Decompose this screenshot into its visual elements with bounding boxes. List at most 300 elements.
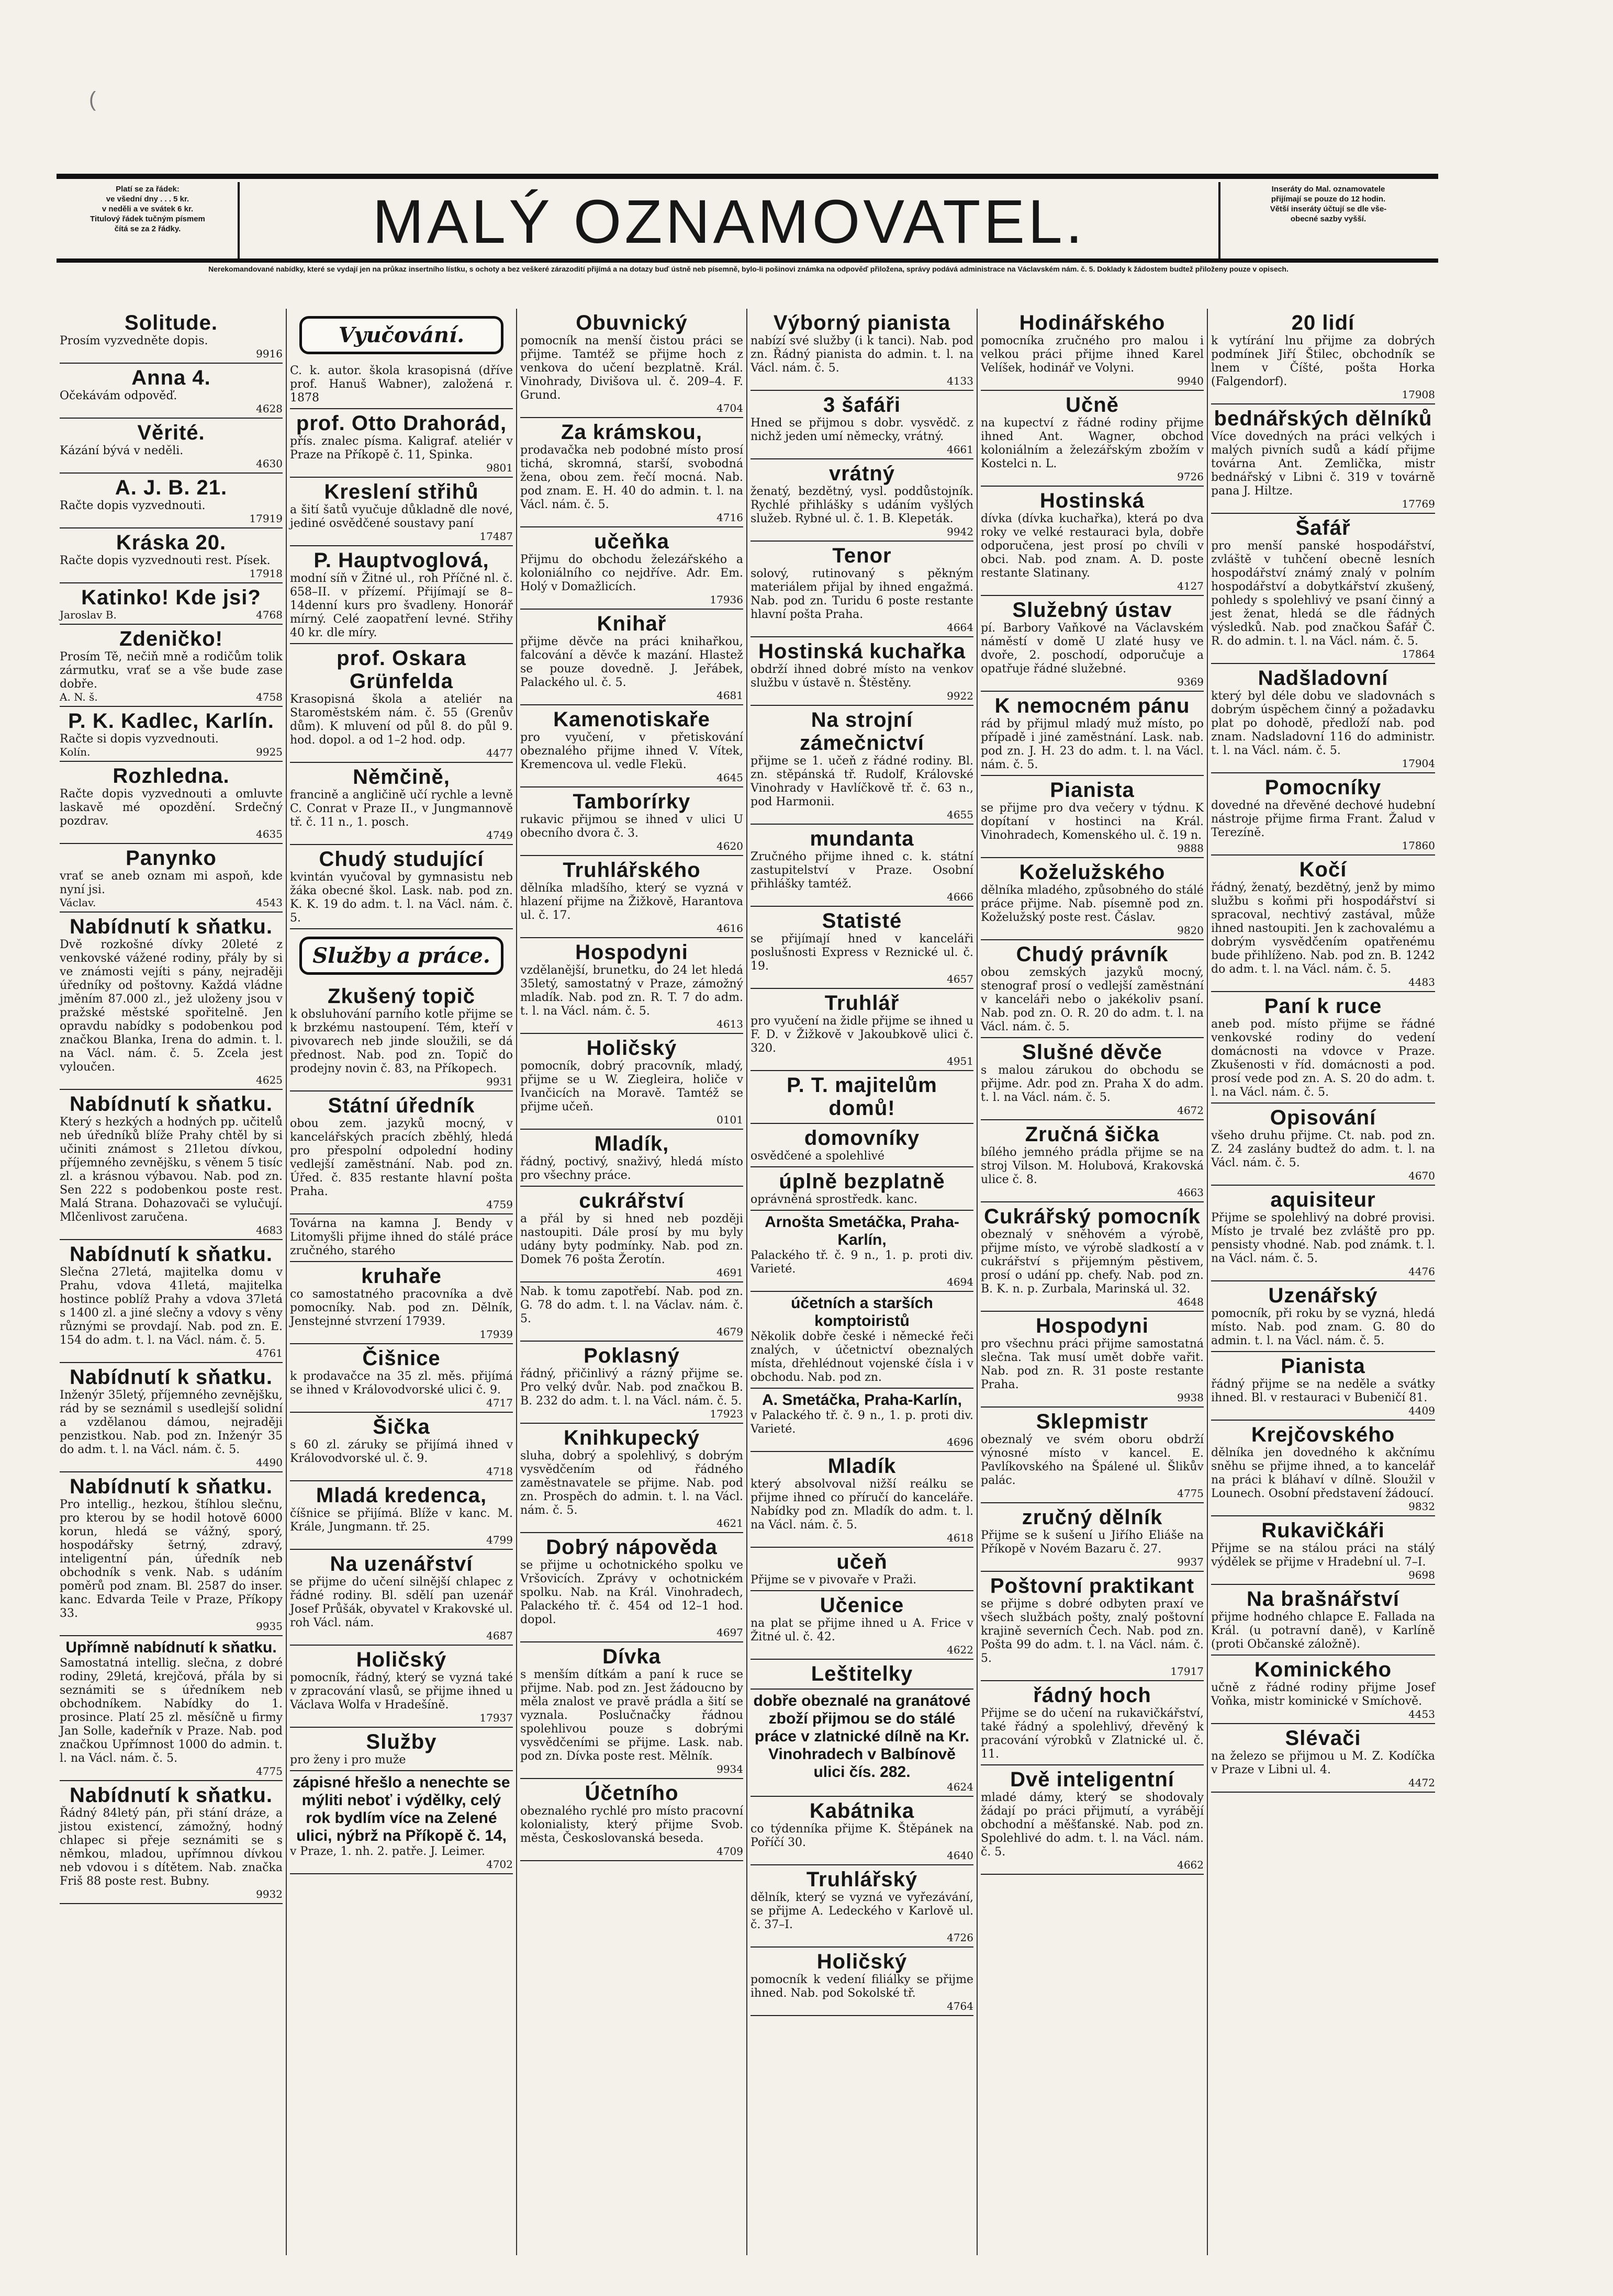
ad-code: 4761 xyxy=(256,1347,283,1359)
ad-footer xyxy=(751,891,973,903)
ad-text: modní síň v Žitné ul., roh Příčné nl. č. 658–II. v přízemí. Přijímají se 8–14denní kurs pro švadleny. Honorář mírný. Celé zaopatření levné. Střihy 40 kr. dle míry. xyxy=(290,572,513,639)
ad-headline: Zručná šička xyxy=(1025,1123,1160,1146)
ad-headline: Služby xyxy=(366,1730,437,1753)
classified-ad xyxy=(751,1797,973,1865)
ad-text: dělník, který se vyzná ve vyřezávání, se přijme A. Ledeckého v Karlově ul. č. 37–I. xyxy=(751,1891,973,1931)
ad-code: 4687 xyxy=(486,1629,513,1642)
ad-column-4 xyxy=(747,309,978,2255)
ad-headline: Na brašnářství xyxy=(1247,1588,1399,1611)
ad-code: 4628 xyxy=(256,402,283,415)
deadline-box xyxy=(1229,179,1428,264)
ad-headline: Zkušený topič xyxy=(328,985,475,1008)
ad-text: s malou zárukou do obchodu se přijme. Adr. pod zn. Praha X do adm. t. l. na Václ. nám. č. 5. xyxy=(981,1064,1204,1104)
ad-text: a přál by si hned neb později nastoupiti. Dále prosí by mu byly udány byty podmínky. Nab. pod zn. Domek 76 pošta Žerotín. xyxy=(520,1212,743,1266)
ad-text: prodavačka neb podobné místo prosí tichá, skromná, starší, svobodná žena, obou zem. řečí mocná. Nab. pod znam. E. H. 40 do admin. t. l. na Václ. nám. č. 5. xyxy=(520,444,743,511)
ad-code: 4666 xyxy=(947,891,973,903)
rates-box xyxy=(69,179,226,264)
ad-headline: Poštovní praktikant xyxy=(990,1574,1195,1597)
ad-text: k obsluhování parního kotle přijme se k brzkému nastoupení. Tém, kteří v pivovarech neb jinde sloužili, se dá přednost. Nab. pod zn. Topič do prodejny novin č. 83, na Příkopech. xyxy=(290,1008,513,1075)
ad-code: 17937 xyxy=(479,1712,513,1724)
ad-footer xyxy=(981,1105,1204,1116)
ad-text: dívka (dívka kuchařka), která po dva roky ve velké restauraci byla, dobře odporučena, jest prosí po chvíli v obci. Nab. pod znam. A. D. poste restante Slatinany. xyxy=(981,512,1204,580)
ad-headline: Kráska 20. xyxy=(116,531,227,554)
ad-footer xyxy=(520,1845,743,1857)
ad-footer xyxy=(1211,648,1435,660)
ad-text: dovedné na dřevěné dechové hudební nástroje přijme firma Frant. Žalud v Terezíně. xyxy=(1211,799,1435,839)
ad-footer xyxy=(981,1859,1204,1871)
ad-signature: Václav. xyxy=(60,896,96,909)
classified-ad xyxy=(981,1681,1204,1765)
ad-code: 9940 xyxy=(1177,375,1204,387)
ad-text: obeznalý ve svém oboru obdrží výnosné místo v kancel. E. Pavlíkovského na Špálené ul. Šlikův palác. xyxy=(981,1433,1204,1487)
ad-headline: 20 lidí xyxy=(1291,311,1355,334)
classified-ad xyxy=(520,705,743,787)
classified-ad xyxy=(1211,404,1435,514)
ad-code: 9942 xyxy=(947,525,973,538)
ad-footer xyxy=(520,690,743,701)
ad-text: Samostatná intellig. slečna, z dobré rodiny, 29letá, krejčová, přála by si seznámiti se s úředníkem neb obchodníkem. Nabídky do 1. prosince. Platí 25 zl. měsíčně u firmy Jan Solle, kadeřník v Praze. Nab. pod značkou Upřímnost 1000 do admin. t. l. na Václ. nám. č. 5. xyxy=(60,1657,283,1765)
ad-text: francině a angličině učí rychle a levně C. Conrat v Praze II., v Jungmannově tř. č. 11 n., 1. posch. xyxy=(290,789,513,829)
ad-headline: Truhlářského xyxy=(563,859,701,882)
ad-code: 17908 xyxy=(1402,388,1435,401)
ad-headline: Zdeničko! xyxy=(119,627,223,650)
ad-headline: Katinko! Kde jsi? xyxy=(81,586,261,609)
ad-headline: Kominického xyxy=(1254,1658,1392,1681)
section-heading: Vyučování. xyxy=(299,316,503,354)
classified-ad xyxy=(520,1533,743,1642)
ad-text: Pro intellig., hezkou, štíhlou slečnu, pro kterou by se hodil hotově 6000 korun, hledá se vážný, sporý, hospodářsky šetrný, zdravý, inteligentní pán, úředník neb obchodník s venk. Nab. s udáním poměrů pod znam. Bl. 2587 do inser. kanc. Edvarda Teile v Praze, Příkopy 33. xyxy=(60,1498,283,1620)
ad-headline: Kabátnika xyxy=(809,1799,915,1822)
ad-text: co samostatného pracovníka a dvě pomocníky. Nab. pod zn. Dělník, Jenstejnné stvrzení 17939. xyxy=(290,1288,513,1328)
classified-ad xyxy=(60,707,283,762)
ad-code: 17918 xyxy=(249,567,283,580)
classified-ad xyxy=(981,858,1204,940)
ad-code: 9916 xyxy=(256,347,283,360)
classified-ad xyxy=(1211,773,1435,856)
ad-footer xyxy=(60,1765,283,1777)
ad-column-1 xyxy=(57,309,287,2255)
classified-ad xyxy=(60,583,283,625)
classified-ad xyxy=(290,845,513,929)
ad-footer xyxy=(751,526,973,537)
ad-code: 4799 xyxy=(486,1534,513,1546)
ad-code: 9726 xyxy=(1177,470,1204,483)
ad-code: 4704 xyxy=(716,402,743,414)
ad-code: 4717 xyxy=(486,1397,513,1409)
ad-headline: účetních a starších komptoiristů xyxy=(791,1295,933,1330)
ad-footer xyxy=(60,609,283,621)
ad-footer xyxy=(60,691,283,703)
ad-text: osvědčené a spolehlivé xyxy=(751,1150,885,1163)
ad-text: Přijmu do obchodu železářského a koloniálního co nejdříve. Adr. Em. Holý v Domažlicích. xyxy=(520,553,743,593)
ad-text: obou zemských jazyků mocný, stenograf prosí o vedlejší zaměstnání v kanceláři nebo o jakékoliv psaní. Nab. pod zn. O. R. 20 do adm. t. l. na Václ. nám. č. 5. xyxy=(981,966,1204,1033)
deadline-line: obecné sazby vyšší. xyxy=(1290,215,1366,223)
classified-ad xyxy=(290,1550,513,1646)
ad-headline: Pianista xyxy=(1281,1355,1365,1378)
ad-code: 17860 xyxy=(1402,839,1435,852)
ad-text: Račte dopis vyzvednouti a omluvte laskavě mé opozdění. Srdečný pozdrav. xyxy=(60,787,283,828)
ad-footer xyxy=(290,1397,513,1409)
ad-headline: Služebný ústav xyxy=(1012,599,1172,622)
ad-headline: Za krámskou, xyxy=(561,421,702,444)
classified-ad xyxy=(751,1660,973,1690)
ad-text: přís. znalec písma. Kaligraf. ateliér v Praze na Příkopě č. 11, Spinka. xyxy=(290,435,513,462)
ad-text: Račte dopis vyzvednouti rest. Písek. xyxy=(60,554,271,567)
ad-text: v Praze, 1. nh. 2. patře. J. Leimer. xyxy=(290,1845,486,1858)
classified-ad xyxy=(981,1765,1204,1875)
ad-footer xyxy=(60,458,283,469)
page-margin-mark: ( xyxy=(89,88,96,111)
ad-headline: Krejčovského xyxy=(1251,1423,1395,1446)
ad-headline: Mladík xyxy=(827,1455,897,1478)
ad-text: k vytírání lnu přijme za dobrých podmínek Jiří Štilec, obchodník se lnem v Číšté, pošta Horka (Falgendorf). xyxy=(1211,334,1435,388)
ad-headline: Kamenotiskaře xyxy=(553,708,710,731)
classified-ad xyxy=(520,1342,743,1424)
ad-text: se přijme do učení silnější chlapec z řádné rodiny. Bl. sdělí pan uzenář Josef Průšák, obyvatel v Krakovské ul. roh Václ. nám. xyxy=(290,1575,513,1629)
ad-headline: Výborný pianista xyxy=(773,311,951,334)
ad-headline: aquisiteur xyxy=(1270,1188,1376,1211)
classified-ad xyxy=(751,1452,973,1548)
ad-code: 4775 xyxy=(1177,1487,1204,1500)
classified-ad xyxy=(290,644,513,763)
ad-headline: vrátný xyxy=(828,462,895,485)
ad-footer xyxy=(751,444,973,455)
ad-footer xyxy=(290,1859,513,1870)
ad-footer xyxy=(60,513,283,524)
classified-ad xyxy=(1211,309,1435,404)
ad-code: 4951 xyxy=(947,1055,973,1067)
ad-text: Dvě rozkošné dívky 20leté z venkovské vážené rodiny, přály by si ve známosti vejíti s pány, nejraději úředníky od poštovny. Každá vládne jměním 87.000 zl., jež uloženy jsou v pražské městské spořitelně. Jen opravdu nabídky s podobenkou pod značkou Blanka, Irena do admin. t. l. na Václ. nám. č. 5. Zcela jest vyloučen. xyxy=(60,938,283,1074)
ad-text: na plat se přijme ihned u A. Frice v Žitné ul. č. 42. xyxy=(751,1617,973,1644)
ad-footer xyxy=(520,922,743,934)
ad-text: Hned se přijmou s dobr. vysvědč. z nichž jeden umí německy, vrátný. xyxy=(751,417,973,443)
ad-code: 4622 xyxy=(947,1644,973,1656)
ad-code: 4624 xyxy=(947,1781,973,1793)
ad-footer xyxy=(751,375,973,387)
ad-footer xyxy=(1211,1170,1435,1181)
ad-text: vrať se aneb oznam mi aspoň, kde nyní jsi. xyxy=(60,870,283,896)
ad-footer xyxy=(520,1517,743,1529)
ad-footer xyxy=(1211,1501,1435,1512)
classified-ad xyxy=(290,362,513,409)
classified-ad xyxy=(290,982,513,1091)
ad-footer xyxy=(981,925,1204,936)
ad-text: Kázání bývá v neděli. xyxy=(60,444,184,457)
ad-code: 4759 xyxy=(486,1198,513,1211)
ad-text: ženatý, bezdětný, vysl. poddůstojník. Rychlé přihlášky s udáním vyšlých služeb. Rybné ul. č. 1. B. Klepeták. xyxy=(751,485,973,525)
ad-text: aneb pod. místo přijme se řádné venkovské rodiny do vedení domácnosti na vdovce v Praze. Zkušenosti v říd. domácnosti a pod. prosí vede pod zn. A. S. 20 do adm. t. l. na Václ. nám. č. 5. xyxy=(1211,1018,1435,1099)
ad-footer xyxy=(751,690,973,702)
masthead xyxy=(57,174,1438,263)
ad-headline: Truhlář xyxy=(824,992,900,1015)
ad-text: Inženýr 35letý, příjemného zevnějšku, rád by se seznámil s usedlejší solidní a vzdělanou dámou, nejraději penzistkou. Nab. pod zn. Inženýr 35 do adm. t. l. na Václ. nám. č. 5. xyxy=(60,1389,283,1456)
ad-headline: prof. Oskara Grünfelda xyxy=(337,647,466,693)
ad-text: Řádný 84letý pán, při stání dráze, a jistou existencí, zámožný, hodný chlapec si přeje seznámiti se s němkou, mladou, upřímnou dívkou neb vdovou i s dítětem. Nab. značka Friš 88 poste rest. Bubny. xyxy=(60,1807,283,1888)
ad-headline: Statisté xyxy=(822,909,902,932)
ad-code: 4625 xyxy=(256,1074,283,1086)
ad-code: 4716 xyxy=(716,511,743,524)
ad-text: pomocník, dobrý pracovník, mladý, přijme se u W. Ziegleira, holiče v Ivančicích na Moravě. Tamtéž se přijme učeň. xyxy=(520,1060,743,1113)
ad-code: 4749 xyxy=(486,829,513,841)
ad-footer xyxy=(1211,1777,1435,1788)
classified-ad xyxy=(1211,1724,1435,1793)
ad-headline: Arnošta Smetáčka, Praha-Karlín, xyxy=(765,1213,959,1248)
ad-headline: bednářských dělníků xyxy=(1214,407,1432,430)
classified-ad xyxy=(60,844,283,913)
rate-line: Titulový řádek tučným písmem xyxy=(90,215,205,223)
ad-footer xyxy=(1211,1405,1435,1416)
ad-code: 4718 xyxy=(486,1465,513,1478)
ad-text: Prosím Tě, nečiň mně a rodičům tolik zármutku, vrať se a vše bude zase dobře. xyxy=(60,650,283,691)
ad-text: k prodavačce na 35 zl. měs. přijímá se ihned v Královodvorské ulici č. 9. xyxy=(290,1370,513,1397)
ad-code: 9820 xyxy=(1177,924,1204,937)
classified-ad xyxy=(1211,1516,1435,1585)
ad-headline: Hospodyni xyxy=(1036,1314,1149,1337)
ad-text: na kupectví z řádné rodiny přijme ihned Ant. Wagner, obchod koloniálním a železářským zbožím v Kostelci n. L. xyxy=(981,417,1204,470)
ad-headline: Poklasný xyxy=(584,1344,680,1367)
classified-ad xyxy=(290,1091,513,1214)
ad-code: 4696 xyxy=(947,1436,973,1448)
ad-footer xyxy=(520,1267,743,1278)
ad-headline: prof. Otto Drahorád, xyxy=(296,412,507,435)
ad-footer xyxy=(751,809,973,820)
ad-headline: Čišnice xyxy=(362,1347,441,1370)
classified-ad xyxy=(981,391,1204,487)
classified-ad xyxy=(60,1472,283,1636)
ad-headline: Holičský xyxy=(586,1037,677,1060)
ad-headline: A. Smetáčka, Praha-Karlín, xyxy=(762,1391,962,1409)
ad-text: Zručného přijme ihned c. k. státní zastupitelství v Praze. Osobní přihlášky tamtéž. xyxy=(751,850,973,891)
ad-text: pro vyučení, v přetiskování obeznalého přijme ihned V. Vítek, Kremencova ul. vedle Flekü. xyxy=(520,731,743,771)
ad-text: dělníka jen dovedného k akčnímu sněhu se přijme ihned, a to kancelář na práci k bláhaví v dílně. Sloužil v Lounech. Osobní představení žádoucí. xyxy=(1211,1446,1435,1500)
classified-ad xyxy=(60,913,283,1090)
ad-headline: Koželužského xyxy=(1019,861,1166,884)
classified-ad xyxy=(290,546,513,644)
classified-ad xyxy=(60,474,283,528)
ad-headline: dobře obeznalé na granátové zboží přijmou se do stálé práce v zlatnické dílně na Kr. Vinohradech v Balbínově ulici čís. 282. xyxy=(753,1692,971,1781)
ad-headline: Nadšladovní xyxy=(1258,667,1388,690)
ad-footer xyxy=(1211,758,1435,769)
ad-headline: Pianista xyxy=(1050,779,1135,802)
ad-footer xyxy=(751,1055,973,1067)
classified-ad xyxy=(520,1187,743,1282)
classified-ad xyxy=(290,763,513,845)
ad-footer xyxy=(290,1534,513,1546)
ad-code: 4616 xyxy=(716,922,743,935)
classified-ad xyxy=(751,637,973,706)
classified-ad xyxy=(751,309,973,391)
ad-code: 4476 xyxy=(1408,1265,1435,1278)
ad-code: 4681 xyxy=(716,689,743,702)
ad-headline: Němčině, xyxy=(353,766,450,789)
ad-code: 4630 xyxy=(256,457,283,470)
classified-ad xyxy=(520,309,743,418)
ad-text: řádný, přičinlivý a rázný přijme se. Pro velký dvůr. Nab. pod značkou B. B. 232 do adm. t. l. na Václ. nám. č. 5. xyxy=(520,1367,743,1408)
ad-code: 17904 xyxy=(1402,757,1435,770)
ad-code: 4620 xyxy=(716,840,743,852)
classified-ad xyxy=(60,1781,283,1904)
ad-footer xyxy=(1211,498,1435,510)
ad-code: 4672 xyxy=(1177,1104,1204,1117)
classified-ad xyxy=(60,419,283,474)
ad-code: 9935 xyxy=(256,1620,283,1633)
ad-footer xyxy=(520,1326,743,1337)
ad-footer xyxy=(290,1466,513,1477)
ad-text: se přijme s dobré odbyten praxí ve všech službách pošty, znalý poštovní krajině severních Čech. Nab. pod zn. Pošta 99 do adm. t. l. na Václ. nám. č. 5. xyxy=(981,1597,1204,1665)
classified-ad xyxy=(290,1481,513,1550)
classified-ad xyxy=(1211,1104,1435,1186)
ad-code: 17919 xyxy=(249,512,283,525)
ad-code: 4453 xyxy=(1408,1708,1435,1720)
deadline-line: Inseráty do Mal. oznamovatele xyxy=(1271,185,1385,194)
ad-code: 4775 xyxy=(256,1765,283,1777)
ad-headline: Účetního xyxy=(585,1782,679,1805)
ad-headline: Sklepmistr xyxy=(1036,1410,1149,1433)
ad-headline: Učenice xyxy=(820,1594,904,1617)
ad-code: 9931 xyxy=(486,1075,513,1088)
ad-headline: Dobrý nápověda xyxy=(546,1536,718,1559)
ad-footer xyxy=(751,1781,973,1793)
ad-text: v Palackého tř. č. 9 n., 1. p. proti div. Varieté. xyxy=(751,1409,973,1436)
ad-footer xyxy=(981,1488,1204,1499)
classified-ad xyxy=(981,309,1204,391)
classified-ad xyxy=(290,409,513,478)
ad-footer xyxy=(290,1199,513,1210)
ad-code: 4758 xyxy=(256,691,283,703)
ad-code: 9937 xyxy=(1177,1556,1204,1568)
ad-footer xyxy=(60,1620,283,1632)
ad-code: 17939 xyxy=(479,1328,513,1341)
ad-footer xyxy=(290,1712,513,1724)
ad-headline: Opisování xyxy=(1270,1106,1376,1129)
ad-text: se přijímají hned v kanceláři poslušnosti Express v Reznické ul. č. 19. xyxy=(751,932,973,973)
classified-ad xyxy=(751,1865,973,1948)
ad-code: 4621 xyxy=(716,1517,743,1529)
classified-ad xyxy=(290,1214,513,1262)
classified-ad xyxy=(751,1548,973,1591)
ad-code: 17923 xyxy=(710,1408,743,1420)
classified-ad xyxy=(520,1424,743,1533)
classified-ad xyxy=(751,459,973,542)
ad-code: 4683 xyxy=(256,1224,283,1236)
ad-footer xyxy=(520,1408,743,1420)
classified-ad xyxy=(60,625,283,707)
ad-headline: učeň xyxy=(836,1550,888,1573)
ad-headline: Na uzenářství xyxy=(330,1552,473,1575)
ad-footer xyxy=(60,828,283,840)
ad-footer xyxy=(60,403,283,414)
ad-headline: K nemocném pánu xyxy=(994,694,1190,717)
ad-code: 4702 xyxy=(486,1858,513,1871)
ad-footer xyxy=(981,676,1204,688)
ad-footer xyxy=(60,746,283,758)
masthead-notice: Nerekomandované nabídky, které se vydají jen na průkaz insertního lístku, s ochoty a bez veškeré zárazodití přijímá a na dotazy buď ústně neb písemně, bylo-li pošinovi známka na odpověď přiložena, správy podává administrace na Václavském nám. č. 5. Doklady k žádostem budtež přiloženy pouze v opisech. xyxy=(208,265,1289,273)
classified-ad xyxy=(981,776,1204,858)
ad-headline: Kočí xyxy=(1299,858,1347,881)
ad-headline: P. K. Kadlec, Karlín. xyxy=(68,710,274,733)
ad-text: co týdenníka přijme K. Štěpánek na Poříčí 30. xyxy=(751,1822,973,1849)
ad-text: solový, rutinovaný s pěkným materiálem přijal by ihned engažmá. Nab. pod zn. Turidu 6 poste restante hlavní pošta Praha. xyxy=(751,567,973,621)
ad-headline: Slévači xyxy=(1285,1727,1361,1750)
ad-footer xyxy=(981,1296,1204,1308)
ad-footer xyxy=(520,772,743,783)
classified-ad xyxy=(520,938,743,1034)
ad-code: 9922 xyxy=(947,690,973,702)
ad-footer xyxy=(60,1074,283,1086)
ad-headline: Věrité. xyxy=(137,421,205,444)
ad-code: 9934 xyxy=(716,1763,743,1775)
ad-headline: Paní k ruce xyxy=(1264,995,1382,1018)
ad-headline: 3 šafáři xyxy=(823,393,901,417)
classified-ad xyxy=(1211,1585,1435,1656)
ad-code: 4472 xyxy=(1408,1776,1435,1789)
classified-ad xyxy=(520,787,743,856)
section-heading: Služby a práce. xyxy=(299,937,503,975)
rate-line: čítá se za 2 řádky. xyxy=(114,224,181,233)
classified-ad xyxy=(520,1779,743,1861)
ad-headline: Truhlářský xyxy=(806,1868,918,1891)
ad-headline: Šafář xyxy=(1295,516,1351,539)
ad-footer xyxy=(981,471,1204,482)
ad-headline: Rukavičkáři xyxy=(1261,1519,1385,1542)
ad-text: se přijme pro dva večery v týdnu. K dopítaní v hostinci na Král. Vinohradech, Komenského ul. č. 19 n. xyxy=(981,802,1204,842)
ad-headline: Uzenářský xyxy=(1268,1284,1378,1307)
ad-code: 4694 xyxy=(947,1276,973,1288)
ad-text: který byl déle dobu ve sladovnách s dobrým úspěchem činný a požadavku plat po dohodě, předloží nab. pod znam. Nadsladovní 116 do administr. t. l. na Václ. nám. č. 5. xyxy=(1211,690,1435,757)
ad-text: nabízí své služby (i k tanci). Nab. pod zn. Řádný pianista do admin. t. l. na Václ. nám. č. 5. xyxy=(751,334,973,375)
ad-column-6 xyxy=(1208,309,1438,2255)
ad-text: Přijme se k sušení u Jiřího Eliáše na Příkopě v Novém Bazaru č. 27. xyxy=(981,1529,1204,1556)
ad-headline: Pomocníky xyxy=(1264,776,1382,799)
classified-ad xyxy=(751,1124,973,1167)
ad-headline: P. T. majitelům domů! xyxy=(787,1074,937,1120)
ad-footer xyxy=(751,1532,973,1544)
ad-text: a šití šatů vyučuje důkladně dle nové, jediné osvědčené soustavy paní xyxy=(290,503,513,530)
classified-ad xyxy=(290,1262,513,1344)
ad-column-3 xyxy=(517,309,747,2255)
ad-text: přijme děvče na práci knihařkou, falcování a děvče k mazání. Hlastež se pouze dovedně. J. Jeřábek, Palackého ul. č. 5. xyxy=(520,635,743,689)
ad-text: Několik dobře české i německé řeči znalých, v účetnictví obeznalých místa, dřehlédnout vojenské čísla i v obchodu. Nab. pod zn. xyxy=(751,1330,973,1384)
classified-ad xyxy=(981,1120,1204,1202)
ad-headline: Učně xyxy=(1066,393,1119,417)
ad-text: pro všechnu práci přijme samostatná slečna. Tak musí umět dobře vařit. Nab. pod zn. R. 31 poste restante Praha. xyxy=(981,1337,1204,1391)
ad-code: 4483 xyxy=(1408,976,1435,988)
ad-headline: P. Hauptvoglová, xyxy=(313,549,489,572)
ad-text: bílého jemného prádla přijme se na stroj Vilson. M. Holubová, Krakovská ulice č. 8. xyxy=(981,1146,1204,1186)
ad-text: pomocník, při roku by se vyzná, hledá místo. Nab. pod znam. G. 80 do admin. t. l. na Václ. nám. č. 5. xyxy=(1211,1307,1435,1347)
ad-text: se přijme u ochotnického spolku ve Vršovicích. Zprávy v ochotnickém spolku. Nab. na Král. Vinohradech, Palackého tř. č. 454 od 12–1 hod. dopol. xyxy=(520,1559,743,1626)
ad-footer xyxy=(290,829,513,841)
ad-headline: Státní úředník xyxy=(328,1094,475,1117)
rate-line: ve všední dny . . . 5 kr. xyxy=(106,195,189,204)
ad-headline: zručný dělník xyxy=(1022,1506,1163,1529)
ad-text: Slečna 27letá, majitelka domu v Prahu, vdova 41letá, majitelka hostince poblíž Prahy a vdova 37letá s 1400 zl. a jiné slečny a vdovy s věny různými se provdají. Nab. pod zn. E. 154 do adm. t. l. na Václ. nám. č. 5. xyxy=(60,1266,283,1347)
ad-headline: Nabídnutí k sňatku. xyxy=(70,1243,273,1266)
classified-ad xyxy=(751,391,973,459)
ad-footer xyxy=(981,1187,1204,1198)
classified-ad xyxy=(751,1167,973,1211)
ad-headline: Šička xyxy=(373,1415,430,1438)
ad-headline: cukrářství xyxy=(579,1189,685,1212)
ad-code: 4663 xyxy=(1177,1186,1204,1199)
ad-headline: Cukrářský pomocník xyxy=(984,1205,1201,1228)
rate-line: v neděli a ve svátek 6 kr. xyxy=(102,205,194,213)
ad-headline: A. J. B. 21. xyxy=(115,476,228,499)
classified-ad xyxy=(520,1130,743,1187)
ad-code: 4670 xyxy=(1408,1169,1435,1182)
classified-ad xyxy=(520,1642,743,1779)
ad-text: s 60 zl. záruky se přijímá ihned v Královodvorské ul. č. 9. xyxy=(290,1438,513,1465)
